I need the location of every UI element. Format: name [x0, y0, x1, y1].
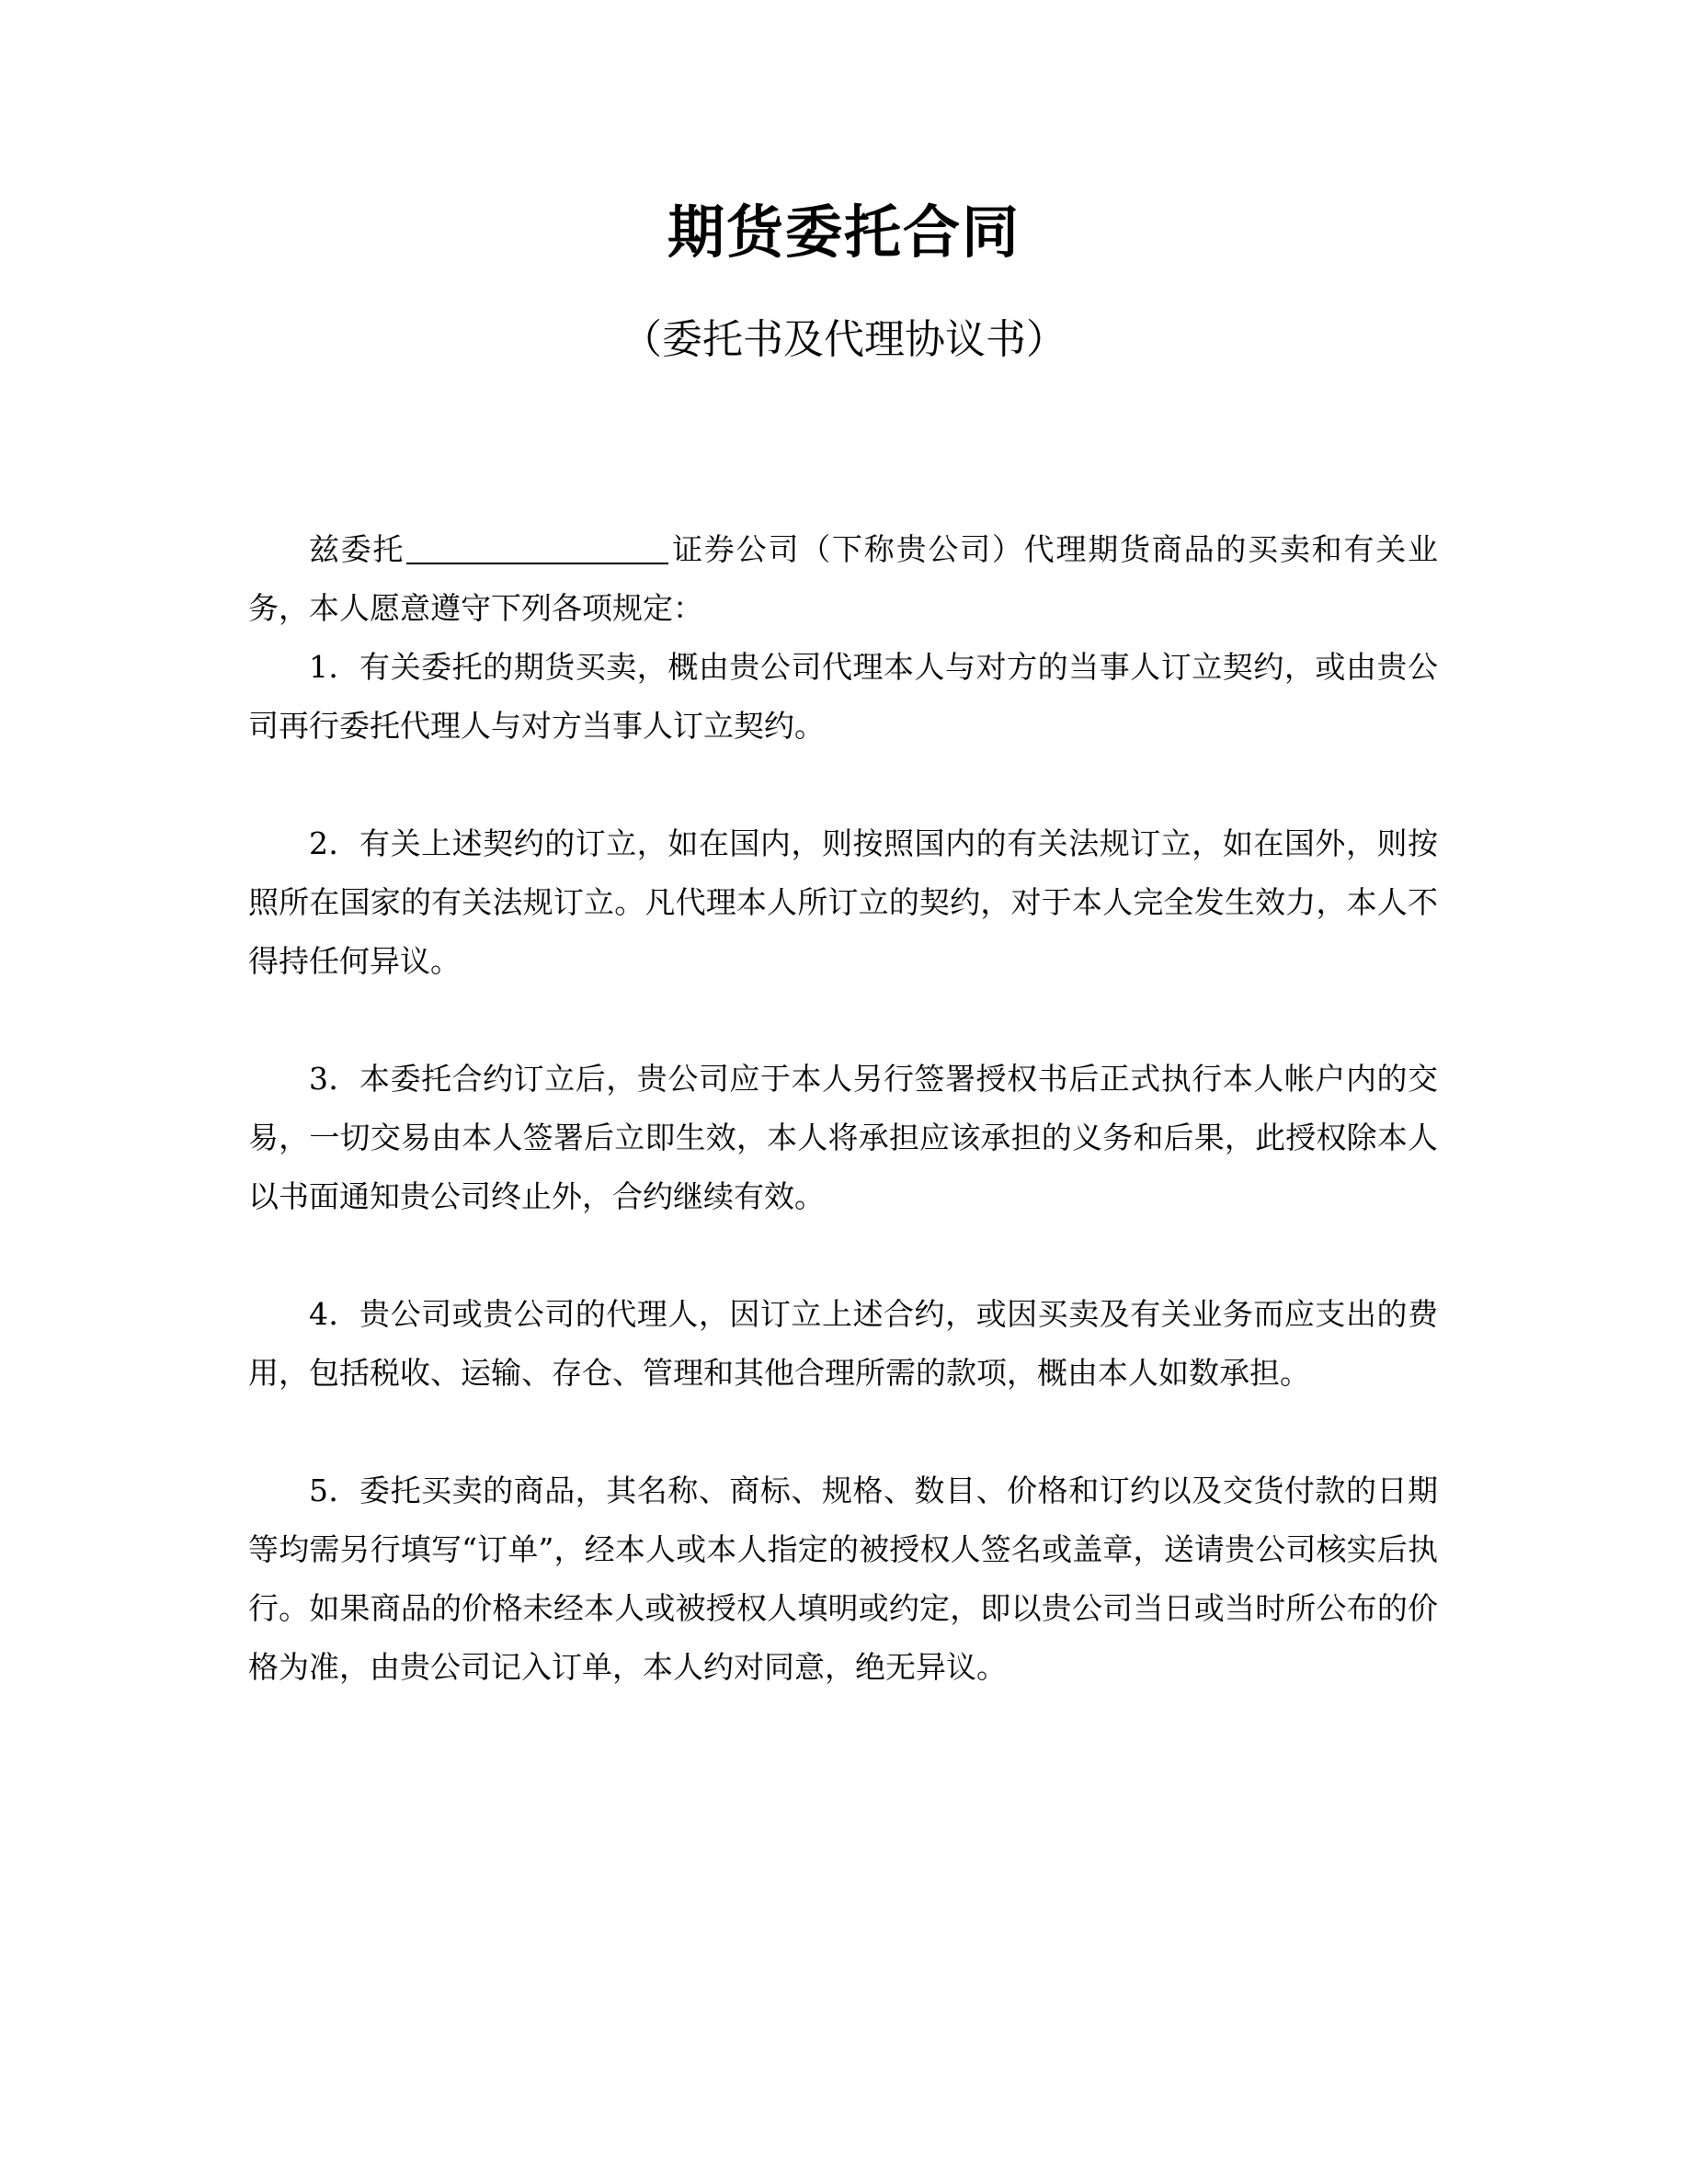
document-body — [248, 520, 1438, 1697]
intro-paragraph — [248, 520, 1438, 638]
clause-2: 2．有关上述契约的订立，如在国内，则按照国内的有关法规订立，如在国外，则按照所在国家的有关法规订立。凡代理本人所订立的契约，对于本人完全发生效力，本人不得持任何异议。 — [248, 825, 1438, 979]
intro-text-start: 兹委托 — [309, 531, 405, 567]
intro-text-end: 证券公司（下称贵公司）代理期货商品的买卖和有关业务，本人愿意遵守下列各项规定： — [248, 531, 1439, 626]
clause-5: 5．委托买卖的商品，其名称、商标、规格、数目、价格和订约以及交货付款的日期等均需另行填写“订单”，经本人或本人指定的被授权人签名或盖章，送请贵公司核实后执行。如果商品的价格未经本人或被授权人填明或约定，即以贵公司当日或当时所公布的价格为准，由贵公司记入订单，本人约对同意，绝无异议。 — [248, 1473, 1438, 1685]
document-title: 期货委托合同 — [667, 199, 1021, 266]
document-subtitle: （委托书及代理协议书） — [622, 316, 1066, 363]
company-name-blank — [406, 532, 668, 564]
clause-4: 4．贵公司或贵公司的代理人，因订立上述合约，或因买卖及有关业务而应支出的费用，包括税收、运输、存仓、管理和其他合理所需的款项，概由本人如数承担。 — [248, 1296, 1438, 1391]
clause-3: 3．本委托合约订立后，贵公司应于本人另行签署授权书后正式执行本人帐户内的交易，一切交易由本人签署后立即生效，本人将承担应该承担的义务和后果，此授权除本人以书面通知贵公司终止外，合约继续有效。 — [248, 1061, 1438, 1214]
clause-1: 1．有关委托的期货买卖，概由贵公司代理本人与对方的当事人订立契约，或由贵公司再行委托代理人与对方当事人订立契约。 — [248, 649, 1438, 744]
